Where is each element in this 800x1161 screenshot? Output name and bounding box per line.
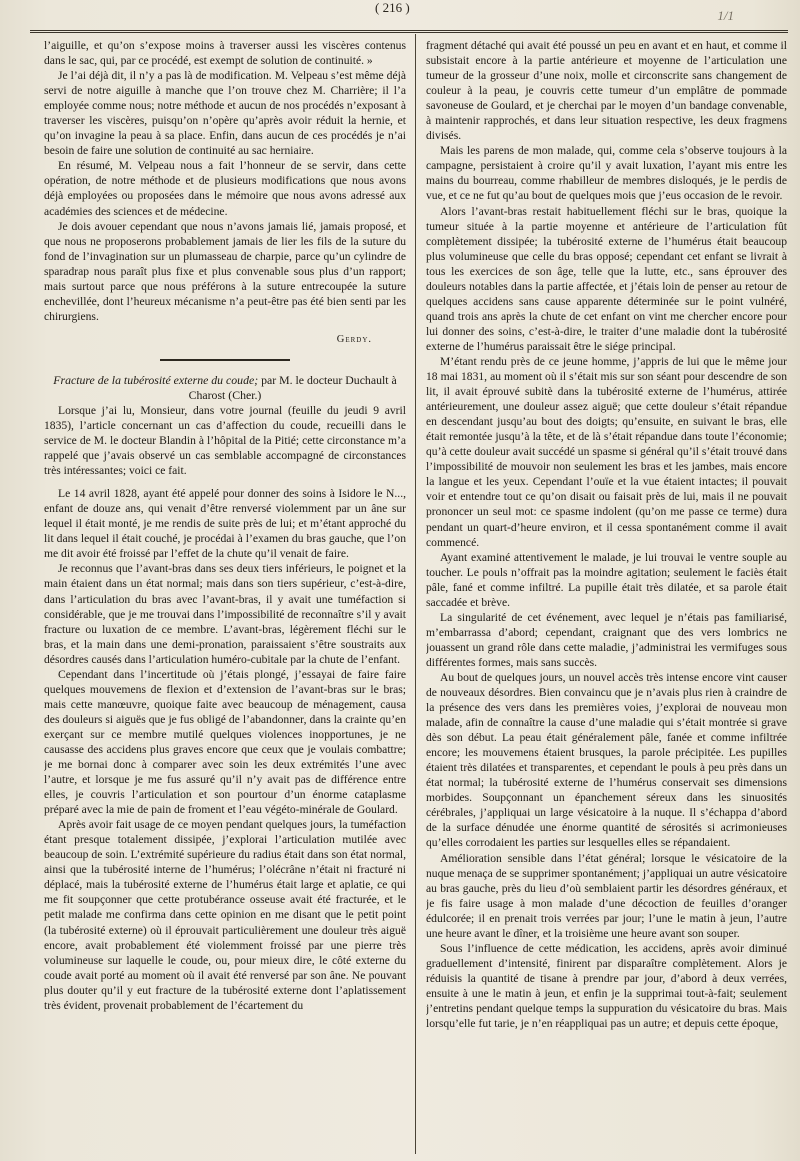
page-number: ( 216 ) (375, 0, 410, 15)
paragraph: M’étant rendu près de ce jeune homme, j’appris de lui que le même jour 18 mai 1831, au moment où il s’était mis sur son séant pour descendre de son lit, il avait éprouvé subitè dans la tubérosité externe de l’humérus, attirée antérieurement, une douleur assez aiguë; que cette douleur s’était répandue en descendant jusqu’au bout des doigts; qu’ensuite, en suivant le bras, elle était remontée jusqu’à la tête, et de là s’était répandue dans toute l’économie; qu’à cette douleur avait succédé un spasme si général qu’il s’était trouvé dans l’impossibilité de mouvoir non seulement les bras et les jambes, mais encore la langue et les yeux. Cependant l’ouïe et la vue étaient intactes; il pouvait voir et entendre tout ce qu’on disait ou faisait près de lui, mais il ne pouvait prononcer un seul mot: ce spasme indolent (qu’on me passe ce terme) dura pendant un quart-d’heure environ, et il cessa spontanément comme il avait commencé. (426, 354, 787, 549)
paragraph: Je reconnus que l’avant-bras dans ses deux tiers inférieurs, le poignet et la main étaient dans un état normal; mais dans son tiers supérieur, c’est-à-dire, dans l’articulation du bras avec l’avant-bras, il y avait une tuméfaction si considérable, que je me trouvai dans l’impossibilité de reconnaître s’il y avait fracture ou luxation de ce membre. L’avant-bras, légèrement fléchi sur le bras, et la main dans une demi-pronation, paraissaient s’être soustraits aux désordres causés dans l’articulation huméro-cubitale par la chute de l’enfant. (44, 562, 406, 666)
paragraph: Le 14 avril 1828, ayant été appelé pour donner des soins à Isidore le N..., enfant de douze ans, qui venait d’être renversé violemment par un âne sur lequel il était monté, je me rendis de suite près de lui; et m’étant approché du lit dans lequel il était couché, je procédai à l’examen du bras gauche, que l’on me dit avoir été froissé par l’effet de la chute qu’il venait de faire. (44, 487, 406, 561)
section-title (44, 373, 406, 403)
author-signature: Gerdy. (336, 333, 372, 345)
column-divider (415, 34, 416, 1154)
section-title-author: par M. le docteur Duchault à Charost (Cher.) (188, 372, 397, 402)
paragraph: Sous l’influence de cette médication, les accidens, après avoir diminué graduellement d’intensité, finirent par disparaître complètement. Alors je réduisis la quantité de tisane à prendre par jour, d’abord à deux verrées, ensuite à une le matin à jeun, et enfin je la supprimai tout-à-fait; seulement j’entretins pendant quelque temps la suppuration du vésicatoire du bras. Mais lorsqu’elle fut tarie, je n’en réappliquai pas un autre; et depuis cette époque, (426, 941, 787, 1031)
paragraph: Cependant dans l’incertitude où j’étais plongé, j’essayai de faire faire quelques mouvemens de flexion et d’extension de l’avant-bras sur le bras; mais cette manœuvre, quoique faite avec beaucoup de ménagement, causa des douleurs si aiguës que je fus obligé de l’abandonner, dans la crainte qu’en exerçant sur ce membre mutilé quelques violences inopportunes, je ne causasse des accidens plus graves encore que ceux que je voulais combattre; je me bornai donc à comparer avec soin les deux extrémités l’une avec l’autre, et lorsque je me fus assuré qu’il n’y avait pas de différence entre elles, je couvris l’articulation et son pourtour d’un énorme cataplasme préparé avec la mie de pain de froment et l’eau végéto-minérale de Goulard. (44, 667, 406, 817)
left-column (44, 38, 406, 1153)
paragraph: Lorsque j’ai lu, Monsieur, dans votre journal (feuille du jeudi 9 avril 1835), l’article concernant un cas d’affection du coude, recueilli dans le service de M. le docteur Blandin à l’hôpital de la Pitié; cette circonstance m’a rappelé que j’avais observé un cas semblable accompagné de circonstances très intéressantes; voici ce fait. (44, 403, 406, 478)
paragraph: Mais les parens de mon malade, qui, comme cela s’observe toujours à la campagne, persistaient à croire qu’il y avait luxation, l’ayant mis entre les mains du bourreau, comme rhabilleur de membres disloqués, je le perdis de vue, et ce ne fut qu’au bout de quelques mois que j’eus occasion de le revoir. (426, 144, 787, 203)
handwritten-corner-mark: 1/1 (717, 8, 734, 23)
paragraph: Ayant examiné attentivement le malade, je lui trouvai le ventre souple au toucher. Le pouls n’offrait pas la moindre agitation; seulement le faciès était pâle, fané et comme infiltré. La pupille était très dilatée, et sa parole était saccadée et brève. (426, 550, 787, 609)
paragraph: Je dois avouer cependant que nous n’avons jamais lié, jamais proposé, et que nous ne proposerons probablement jamais de lier les fils de la suture du fond de l’invagination sur un plumasseau de charpie, parce qu’un cylindre de sparadrap nous paraît plus fixe et plus convenable sous plus d’un rapport; mais surtout parce que nous préférons à la suture entrecoupée la suture enchevillée, dont l’heureux mécanisme n’a peut-être pas été bien senti par les chirurgiens. (44, 219, 406, 323)
paragraph: l’aiguille, et qu’on s’expose moins à traverser aussi les viscères contenus dans le sac, qui, par ce procédé, est exempt de solution de continuité. » (44, 39, 406, 68)
paragraph: En résumé, M. Velpeau nous a fait l’honneur de se servir, dans cette opération, de notre méthode et de plusieurs modifications que nous avons déjà employées ou proposées dans le mémoire que nous avons adressé aux académies des sciences et de médecine. (44, 159, 406, 218)
paragraph: Amélioration sensible dans l’état général; lorsque le vésicatoire de la nuque menaça de se supprimer spontanément; j’appliquai un autre vésicatoire au bras gauche, près du lieu d’où semblaient partir les désordres généraux, et je fis faire usage à mon malade d’une décoction de feuilles d’oranger édulcorée; il en prenait trois verrées par jour; l’une le matin à jeun, l’autre une heure avant le dîner, et la troisième une heure avant son souper. (426, 851, 787, 940)
paragraph: Au bout de quelques jours, un nouvel accès très intense encore vint causer de nouveaux désordres. Bien convaincu que je n’avais plus rien à craindre de la présence des vers dans les premières voies, j’explorai de nouveau mon malade, afin de connaître la cause d’une maladie qui s’était montrée si grave dès son début. La peau était généralement pâle, fanée et comme infiltrée encore; les mouvemens étaient brusques, la parole précipitée. Les pupilles étaient très dilatées et transparentes, et cependant le pouls à peu près dans un état normal; la tubérosité externe de l’humérus conservait ses dimensions morbides. Soupçonnant un épanchement séreux dans les sinuosités cérébrales, j’appliquai un large vésicatoire à la nuque. Il s’échappa d’abord de la surface dénudée une énorme quantité de sérosités si acrimonieuses qu’elles corrodaient les parties sur lesquelles elles se répandaient. (426, 670, 787, 850)
paragraph: Alors l’avant-bras restait habituellement fléchi sur le bras, quoique la tumeur située à la partie moyenne et antérieure de l’articulation fût complètement dissipée; la tubérosité externe de l’humérus était beaucoup plus volumineuse que celle du bras opposé; cependant cet enfant se livrait à tous les exercices de son âge, telle que la lutte, etc., sans éprouver des douleurs notables dans la partie affectée, et j’étais loin de penser au retour de quelques accidens sans cause apparente déterminée sur le point vulnéré, quand trois ans après la chute de cet enfant on vint me chercher encore pour lui donner des soins, c’est-à-dire, le traiter d’une maladie dont la tubérosité externe de l’humérus paraissait être le siége principal. (426, 204, 787, 353)
paragraph: Je l’ai déjà dit, il n’y a pas là de modification. M. Velpeau s’est même déjà servi de notre aiguille à manche que l’on trouve chez M. Charrière; il l’a employée comme nous; notre méthode et aucun de nos procédés n’exposant à traverser les viscères, puisqu’on n’opère qu’après avoir réduit la hernie, et qu’on invagine la peau à sa place. Enfin, dans aucun de ces procédés je n’ai besoin de faire une solution de continuité au sac herniaire. (44, 69, 406, 158)
paragraph: Après avoir fait usage de ce moyen pendant quelques jours, la tuméfaction étant presque totalement dissipée, j’explorai l’articulation mutilée avec beaucoup de soin. L’extrémité supérieure du radius était dans son état normal, ainsi que la tubérosité interne de l’humérus; l’olécrâne n’était ni fracturé ni déplacé, mais la tubérosité externe de l’humérus était large et aplatie, ce qui me fit soupçonner que cette protubérance osseuse avait été fracturée, et le petit malade me confirma dans cette opinion en me disant que le petit point (la tubérosité externe) où il éprouvait particulièrement une douleur très aiguë encore, avait probablement été violemment froissé par une pierre très volumineuse sur laquelle le coude, ou, pour mieux dire, le côté externe du coude avait porté au moment où il avait été renversé par son âne. Ne pouvant plus douter qu’il y eut fracture de la tubérosité externe dont l’aplatissement très évident, provenait probablement de l’écartement du (44, 818, 406, 1012)
section-title-italic: Fracture de la tubérosité externe du coude; (53, 372, 259, 387)
paragraph: fragment détaché qui avait été poussé un peu en avant et en haut, et comme il subsistait encore à la partie antérieure et moyenne de l’articulation une tumeur de la grosseur d’une noix, molle et circonscrite sans changement de couleur à la peau, je couvris cette tumeur d’un emplâtre de pommade savoneuse de Goulard, et je cherchai par le moyen d’un bandage convenable, à maintenir rapprochés, et dans leur situation respective, les deux fragmens divisés. (426, 39, 787, 143)
section-separator (160, 359, 290, 361)
right-column (426, 38, 787, 1153)
paragraph: La singularité de cet événement, avec lequel je n’étais pas familiarisé, m’embarrassa d’abord; cependant, craignant que des vers lombrics ne jouassent un grand rôle dans cette maladie, j’administrai les vermifuges sous différentes formes, mais sans succès. (426, 610, 787, 669)
